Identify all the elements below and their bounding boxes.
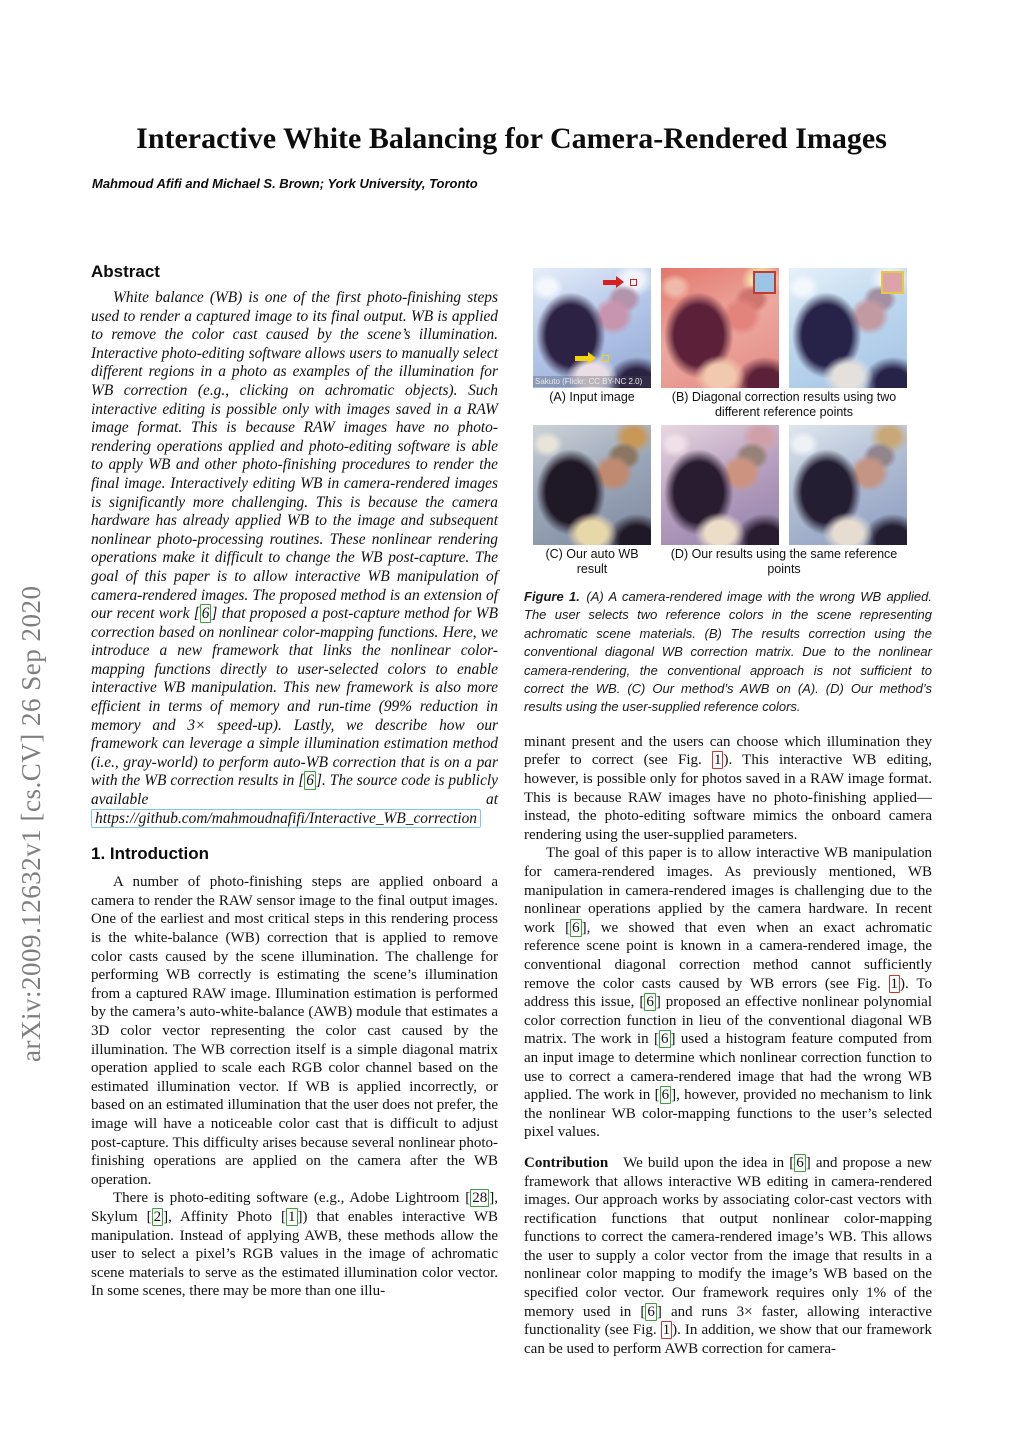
text-segment: that proposed a post-capture method for WB correction based on nonlinear color-mapping functions. Here, we introduce a new framework that links the nonlinear color-mapping functions directly to user-selected colors to enable interactive WB manipulation. This new framework is also more efficient in terms of memory and run-time (99% reduction in memory and 3× speed-up). Lastly, we describe how our framework can leverage a simple illumination estimation method (i.e., gray-world) to perform auto-WB correction that is on a par with the WB correction results in [91, 605, 498, 790]
text-segment: The goal of this paper is to allow interactive WB manipulation for camera-rendered images. As previously mentioned, WB manipulation in camera-rendered images is challenging due to the nonlinear operations applied by the camera hardware. In recent work [524, 845, 932, 936]
citation-ref[interactable]: 28 [472, 1190, 488, 1207]
citation-ref[interactable]: 6 [796, 1154, 804, 1171]
figure1-label-d: (D) Our results using the same reference points [670, 547, 898, 576]
photo-credit: Sakuto (Flickr: CC BY-NC 2.0) [533, 376, 651, 387]
body-paragraph-goal: The goal of this paper is to allow interactive WB manipulation for camera-rendered images. As previously mentioned, WB manipulation in camera-rendered images is challenging due to the nonlinear operations applied by the camera hardware. In recent work [ 6 ], we showed that even when an exact achromatic reference scene point is known in a camera-rendered image, the conventional diagonal correction method cannot sufficiently remove the color casts caused by WB errors (see Fig. 1 ). To address this issue, [ 6 ] proposed an effective nonlinear polynomial color correction function in lieu of the conventional diagonal WB matrix. The work in [ 6 ] used a histogram feature computed from an input image to determine which nonlinear correction function to use to correct a camera-rendered image that had the wrong WB applied. The work in [ 6 ], however, provided no mechanism to link the nonlinear WB color-mapping functions to the user’s selected pixel values. [524, 845, 933, 1141]
citation-ref[interactable]: 6 [572, 919, 580, 936]
figure1-label-b: (B) Diagonal correction results using two different reference points [671, 390, 897, 419]
citation-ref[interactable]: 2 [153, 1208, 162, 1225]
introduction-heading: 1. Introduction [91, 844, 210, 864]
text-segment: ) that enables interactive WB manipulation. Instead of applying AWB, these methods allow the user to select a pixel’s RGB values in the image of achromatic scene materials to serve as the estimated illumination color vector. In some scenes, there may be more than one illu- [91, 1208, 498, 1300]
text-segment: minant present and the users can choose which illumination they prefer to correct (see Fig. [524, 733, 932, 769]
paper-authors: Mahmoud Afifi and Michael S. Brown; York University, Toronto [92, 176, 478, 191]
text-segment: , Affinity Photo [168, 1208, 281, 1225]
source-code-link[interactable]: https://github.com/mahmoudnafifi/Interactive_WB_correction [91, 809, 481, 828]
figure1-row-1 [533, 268, 907, 388]
figure-ref[interactable]: 1 [890, 975, 899, 992]
reference-color-swatch-pink [881, 271, 904, 294]
figure1-labels-row-1 [533, 390, 907, 419]
figure-1 [524, 268, 932, 717]
paper-title: Interactive White Balancing for Camera-Rendered Images [136, 122, 887, 155]
figure1-image-auto-wb [533, 425, 651, 545]
text-segment: (A) A camera-rendered image with the wrong WB applied. The user selects two reference colors in the scene representing achromatic scene materials. (B) The results correction using the conventional diagonal WB correction matrix. Due to the nonlinear camera-rendering, the conventional approach is not sufficient to correct the WB. (C) Our method’s AWB on (A). (D) Our method’s results using the user-supplied reference colors. [524, 589, 932, 715]
text-segment: We build upon the idea in [608, 1154, 790, 1171]
citation-ref[interactable]: 6 [646, 994, 654, 1011]
body-paragraph-continuation [524, 733, 932, 845]
citation-ref[interactable]: 6 [661, 1031, 669, 1048]
text-segment: , Skylum [91, 1190, 498, 1225]
text-segment: . The source code is publicly available at [91, 772, 499, 809]
text-segment: and runs 3× faster, allowing interactive functionality (see Fig. [524, 1303, 933, 1339]
red-arrow-icon [603, 276, 624, 288]
text-segment: White balance (WB) is one of the first photo-finishing steps used to render a captured image to its final output. WB is applied to remove the color cast caused by the scene’s illumination. Interactive photo-editing software allows users to manually select different regions in a photo as examples of the illumination for WB correction (e.g., clicking on achromatic objects). Such interactive editing is possible only with images saved in a RAW image format. This is because RAW images have no photo-rendering operations applied and photo-editing software is able to apply WB and other photo-finishing procedures to render the final image. Interactively editing WB in camera-rendered images is significantly more challenging. This is because the camera hardware has already applied WB to the image and subsequent nonlinear photo-processing routines. These nonlinear rendering operations make it difficult to change the WB post-capture. The goal of this paper is to allow interactive WB manipulation of camera-rendered images. The proposed method is an extension of our recent work [91, 289, 498, 623]
run-in-heading: Contribution [524, 1154, 609, 1171]
text-segment: and propose a new framework that allows interactive WB editing in camera-rendered images. Our approach works by associating color-cast vectors with rectification functions that output nonlinear color-mapping functions to correct the camera-rendered image’s WB. This allows the user to supply a color vector from the image that results in a nonlinear color mapping to modify the image’s WB based on the specified color vector. Our framework requires only 1% of the memory used in [524, 1154, 932, 1320]
text-segment: There is photo-editing software (e.g., Adobe Lightroom [113, 1190, 466, 1207]
reference-point-marker-yellow [602, 355, 609, 362]
citation-ref[interactable]: 1 [288, 1208, 296, 1225]
citation-ref[interactable]: 6 [661, 1087, 670, 1104]
figure1-image-diagonal-result-1 [661, 268, 779, 388]
abstract-paragraph: White balance (WB) is one of the first photo-finishing steps used to render a captured image to its final output. WB is applied to remove the color cast caused by the scene’s illumination. Interactive photo-editing software allows users to manually select different regions in a photo as examples of the illumination for WB correction (e.g., clicking on achromatic objects). Such interactive editing is possible only with images saved in a RAW image format. This is because RAW images have no photo-rendering operations applied and photo-editing software is able to apply WB and other photo-finishing procedures to render the final image. Interactively editing WB in camera-rendered images is significantly more challenging. This is because the camera hardware has already applied WB to the image and subsequent nonlinear photo-processing routines. These nonlinear rendering operations make it difficult to change the WB post-capture. The goal of this paper is to allow interactive WB manipulation of camera-rendered images. The proposed method is an extension of our recent work [ 6 ] that proposed a post-capture method for WB correction based on nonlinear color-mapping functions. Here, we introduce a new framework that links the nonlinear color-mapping functions directly to user-selected colors to enable interactive WB manipulation. This new framework is also more efficient in terms of memory and run-time (99% reduction in memory and 3× speed-up). Lastly, we describe how our framework can leverage a simple illumination estimation method (i.e., gray-world) to perform auto-WB correction that is on a par with the WB correction results in [ 6 ]. The source code is publicly available at https://github.com/mahmoudnafifi/Interactive_WB_correction [91, 289, 499, 827]
figure1-image-our-result-1 [661, 425, 779, 545]
citation-ref[interactable]: 6 [647, 1303, 655, 1320]
figure1-image-input [533, 268, 651, 388]
abstract-heading: Abstract [91, 262, 160, 281]
figure1-image-diagonal-result-2 [789, 268, 907, 388]
intro-paragraph-1: A number of photo-finishing steps are applied onboard a camera to render the RAW sensor image to the final output images. One of the earliest and most critical steps in this rendering process is the white-balance (WB) correction that is applied to remove color casts caused by the scene illumination. The challenge for performing WB correctly is estimating the scene’s illumination from a captured RAW image. Illumination estimation is performed by the camera’s auto-white-balance (AWB) module that estimates a 3D color vector representing the color cast caused by the illumination. The WB correction itself is a simple diagonal matrix operation applied to scale each RGB color channel based on the estimated illumination vector. If WB is applied incorrectly, or based on an estimated illumination that the user does not prefer, the image will have a noticeable color cast that is difficult to adjust post-capture. This difficulty arises because several nonlinear photo-finishing operations are applied on the camera after the WB operation. [91, 874, 498, 1188]
citation-ref[interactable]: 6 [201, 605, 210, 623]
text-segment: proposed an effective nonlinear polynomial color correction function in lieu of the conventional diagonal WB matrix. The work in [524, 994, 932, 1048]
text-segment: , however, provided no mechanism to link the nonlinear WB color-mapping functions to the user’s selected pixel values. [524, 1087, 932, 1141]
yellow-arrow-icon [575, 352, 596, 364]
run-in-heading: Figure 1. [524, 589, 580, 604]
left-column [91, 262, 498, 1301]
reference-color-swatch-blue [753, 271, 776, 294]
reference-point-marker-red [630, 279, 637, 286]
figure-ref[interactable]: 1 [713, 752, 722, 769]
intro-paragraph-2: There is photo-editing software (e.g., Adobe Lightroom [ 28 ], Skylum [ 2 ], Affinity Photo [ 1 ]) that enables interactive WB manipulation. Instead of applying AWB, these methods allow the user to select a pixel’s RGB values in the image of achromatic scene materials to serve as the estimated illumination color vector. In some scenes, there may be more than one illu- [91, 1190, 498, 1300]
citation-ref[interactable]: 6 [306, 772, 314, 790]
right-column [524, 268, 932, 1358]
figure-ref[interactable]: 1 [662, 1322, 671, 1339]
text-segment: ). To address this issue, [524, 975, 933, 1011]
figure1-row-2 [533, 425, 907, 545]
text-segment: , we showed that even when an exact achromatic reference scene point is known in a camera-rendered image, the conventional diagonal correction method cannot sufficiently remove the color casts caused by WB errors (see Fig. [524, 919, 933, 992]
figure1-labels-row-2 [533, 547, 907, 576]
arxiv-watermark: arXiv:2009.12632v1 [cs.CV] 26 Sep 2020 [16, 585, 46, 1062]
text-segment: used a histogram feature computed from an input image to determine which nonlinear correction function to use to correct a camera-rendered image that had the wrong WB applied. The work in [524, 1031, 932, 1104]
contribution-paragraph: Contribution We build upon the idea in [ 6 ] and propose a new framework that allows interactive WB editing in camera-rendered images. Our approach works by associating color-cast vectors with rectification functions that output nonlinear color-mapping functions to correct the camera-rendered image’s WB. This allows the user to supply a color vector from the image that results in a nonlinear color mapping to modify the image’s WB based on the specified color vector. Our framework requires only 1% of the memory used in [ 6 ] and runs 3× faster, allowing interactive functionality (see Fig. 1 ). In addition, we show that our framework can be used to perform AWB correction for camera- [524, 1154, 933, 1357]
figure1-caption [524, 588, 932, 717]
text-segment: ). This interactive WB editing, however, is possible only for photos saved in a RAW image format. This is because RAW images have no photo-finishing applied—instead, the photo-editing software mimics the onboard camera rendering using the user-supplied parameters. [524, 752, 932, 843]
figure1-image-our-result-2 [789, 425, 907, 545]
figure1-label-a: (A) Input image [549, 390, 635, 404]
text-segment: ). In addition, we show that our framework can be used to perform AWB correction for camera- [524, 1322, 932, 1357]
figure1-label-c: (C) Our auto WB result [545, 547, 639, 576]
